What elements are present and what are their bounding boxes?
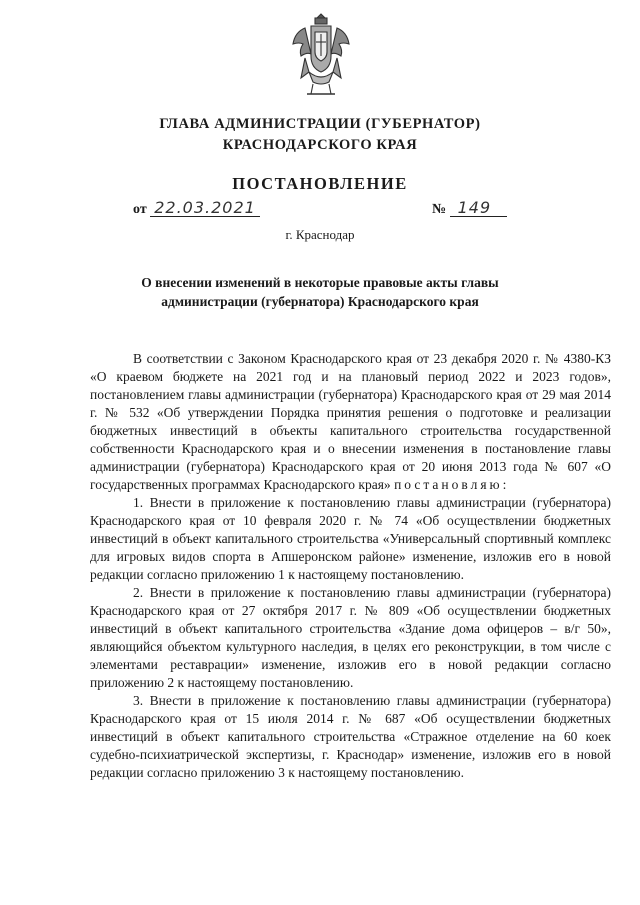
date-value: 22.03.2021 xyxy=(150,200,260,217)
subject-line2: администрации (губернатора) Краснодарского края xyxy=(161,294,479,309)
authority-title-line1: ГЛАВА АДМИНИСТРАЦИИ (ГУБЕРНАТОР) xyxy=(159,116,481,132)
number-value: 149 xyxy=(450,200,508,217)
city-label: г. Краснодар xyxy=(285,227,355,242)
preamble-text: В соответствии с Законом Краснодарского края от 23 декабря 2020 г. № 4380-КЗ «О краевом бюджете на 2021 год и на плановый период 2022 и 2023 годов», постановлением главы администрации (губернатора) Краснодарского края от 29 мая 2014 г. № 532 «Об утверждении Порядка принятия решения о подготовке и реализации бюджетных инвестиций в объекты капитального строительства государственной собственности Краснодарского края и о внесении изменения в постановление главы администрации (губернатора) Краснодарского края от 20 июня 2013 года № 607 «О государственных программах Краснодарского края» xyxy=(90,351,611,492)
date-field xyxy=(133,200,260,218)
preamble-paragraph xyxy=(90,350,611,494)
coat-of-arms-icon xyxy=(291,10,351,100)
document-type: ПОСТАНОВЛЕНИЕ xyxy=(232,174,408,193)
date-prefix: от xyxy=(133,202,147,217)
item-3-paragraph: 3. Внести в приложение к постановлению главы администрации (губернатора) Краснодарского края от 15 июля 2014 г. № 687 «Об осуществлении бюджетных инвестиций в объект капитального строительства «Стражное отделение на 60 коек судебно-психиатрической экспертизы, г. Краснодар» изменение, изложив его в новой редакции согласно приложению 3 к настоящему постановлению. xyxy=(90,693,611,780)
authority-title-line2: КРАСНОДАРСКОГО КРАЯ xyxy=(222,137,418,153)
document-body xyxy=(90,350,611,782)
item-2-paragraph: 2. Внести в приложение к постановлению главы администрации (губернатора) Краснодарского края от 27 октября 2017 г. № 809 «Об осуществлении бюджетных инвестиций в объект капитального строительства «Здание дома офицеров – в/г 50», являющийся объектом культурного наследия, в целях его реконструкции, в том числе с элементами реставрации» изменение, изложив его в новой редакции согласно приложению 2 к настоящему постановлению. xyxy=(90,585,611,690)
subject-line1: О внесении изменений в некоторые правовые акты главы xyxy=(141,275,499,290)
resolution-word: постановляю: xyxy=(394,477,510,492)
number-prefix: № xyxy=(432,202,447,217)
document-subject xyxy=(130,273,510,311)
item-1-paragraph: 1. Внести в приложение к постановлению главы администрации (губернатора) Краснодарского края от 10 февраля 2020 г. № 74 «Об осуществлении бюджетных инвестиций в объект капитального строительства «Универсальный спортивный комплекс для игровых видов спорта в Апшеронском районе» изменение, изложив его в новой редакции согласно приложению 1 к настоящему постановлению. xyxy=(90,495,611,582)
number-field xyxy=(432,200,507,218)
